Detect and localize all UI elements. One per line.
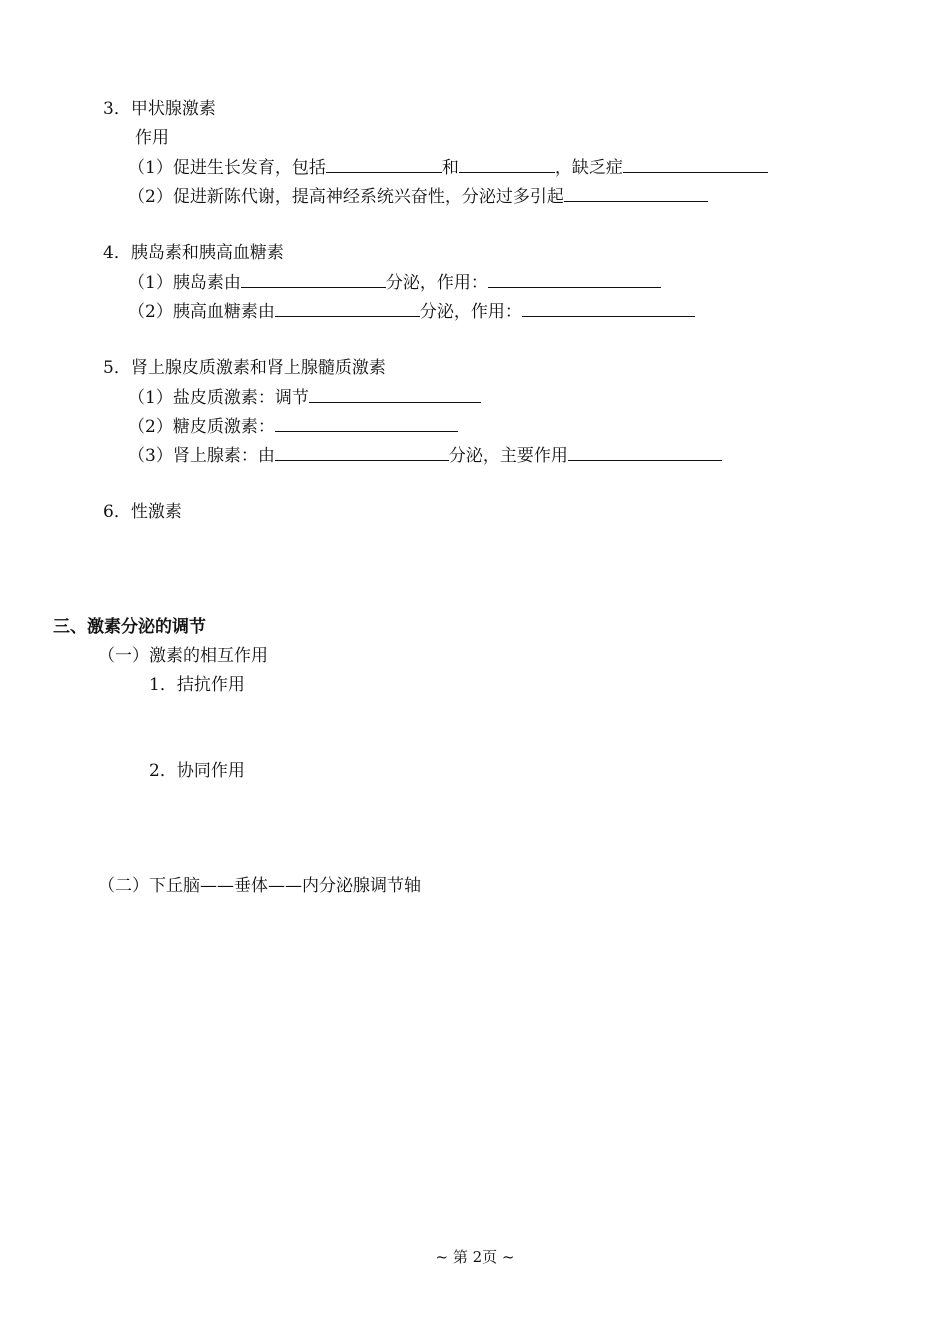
section-5-line-2 bbox=[128, 415, 458, 437]
fill-blank[interactable] bbox=[326, 156, 442, 173]
text-segment: （2）促进新陈代谢，提高神经系统兴奋性，分泌过多引起 bbox=[128, 187, 564, 207]
fill-blank[interactable] bbox=[275, 415, 458, 432]
section-4-line-1 bbox=[128, 271, 661, 293]
section-3-heading: 3．甲状腺激素 bbox=[103, 99, 216, 119]
fill-blank[interactable] bbox=[623, 156, 768, 173]
text-segment: （3）肾上腺素：由 bbox=[128, 446, 275, 466]
fill-blank[interactable] bbox=[564, 185, 708, 202]
subsection-2-title: （二）下丘脑——垂体——内分泌腺调节轴 bbox=[98, 876, 421, 896]
fill-blank[interactable] bbox=[522, 300, 695, 317]
section-5-line-1 bbox=[128, 386, 481, 408]
item-synergy: 2．协同作用 bbox=[149, 761, 245, 781]
text-segment: （1）促进生长发育，包括 bbox=[128, 158, 326, 178]
fill-blank[interactable] bbox=[459, 156, 555, 173]
text-segment: 分泌，作用： bbox=[419, 302, 522, 322]
section-3-line-1 bbox=[128, 156, 768, 178]
text-segment: （1）盐皮质激素：调节 bbox=[128, 388, 309, 408]
text-segment: （2）胰高血糖素由 bbox=[128, 302, 275, 322]
subsection-1-title: （一）激素的相互作用 bbox=[98, 646, 268, 666]
section-5-line-3 bbox=[128, 444, 722, 466]
text-segment: 分泌，作用： bbox=[385, 273, 488, 293]
page-number: ~ 第 2页 ~ bbox=[435, 1248, 515, 1266]
part-3-title: 三、激素分泌的调节 bbox=[53, 617, 206, 637]
text-segment: （1）胰岛素由 bbox=[128, 273, 241, 293]
fill-blank[interactable] bbox=[241, 271, 386, 288]
text-segment: 分泌，主要作用 bbox=[448, 446, 568, 466]
text-segment: ，缺乏症 bbox=[554, 158, 623, 178]
fill-blank[interactable] bbox=[488, 271, 661, 288]
section-3-line-2 bbox=[128, 185, 708, 207]
fill-blank[interactable] bbox=[309, 386, 481, 403]
section-3-subheading: 作用 bbox=[135, 128, 169, 148]
text-segment: 和 bbox=[441, 158, 459, 178]
section-5-heading: 5．肾上腺皮质激素和肾上腺髓质激素 bbox=[103, 358, 386, 378]
fill-blank[interactable] bbox=[568, 444, 722, 461]
fill-blank[interactable] bbox=[275, 444, 449, 461]
section-4-line-2 bbox=[128, 300, 695, 322]
text-segment: （2）糖皮质激素： bbox=[128, 417, 275, 437]
section-4-heading: 4．胰岛素和胰高血糖素 bbox=[103, 243, 284, 263]
item-antagonism: 1．拮抗作用 bbox=[149, 675, 245, 695]
fill-blank[interactable] bbox=[275, 300, 420, 317]
section-6-heading: 6．性激素 bbox=[103, 502, 182, 522]
